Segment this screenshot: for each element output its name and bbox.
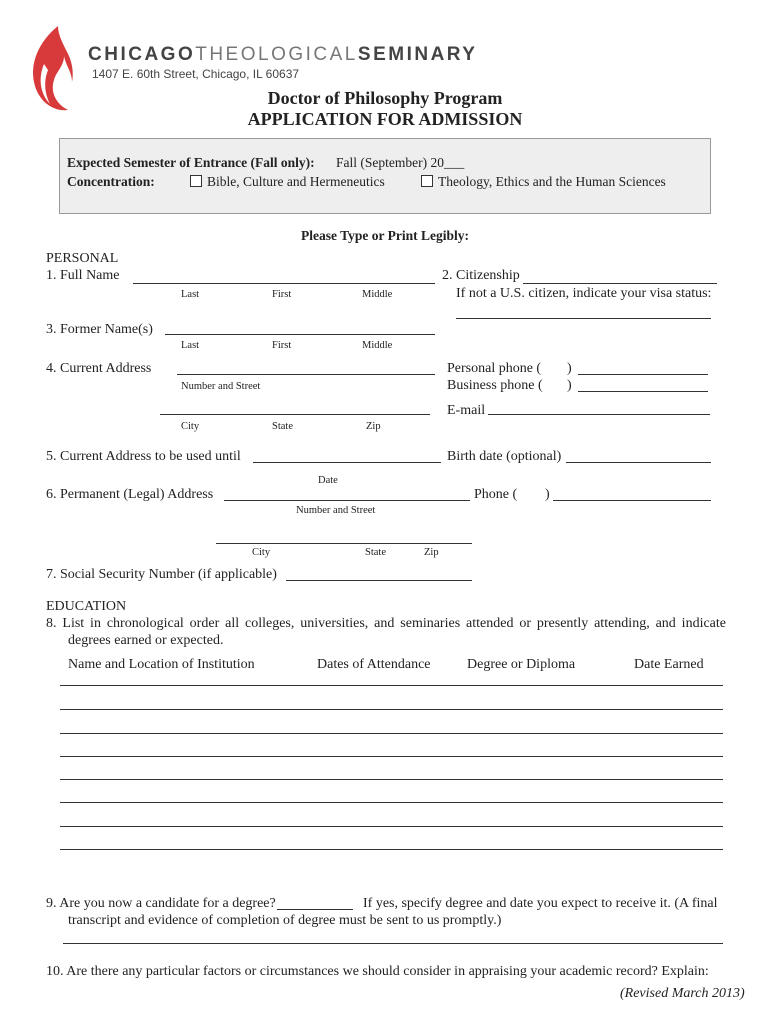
middle-label: Middle	[362, 289, 393, 300]
city-label: City	[181, 421, 200, 432]
middle-label: Middle	[362, 340, 393, 351]
personal-phone-label: Personal phone (	[447, 361, 542, 376]
q6-label: 6. Permanent (Legal) Address	[46, 487, 214, 502]
number-street-label: Number and Street	[181, 381, 261, 392]
former-name-field[interactable]	[165, 334, 435, 335]
program-title: Doctor of Philosophy Program	[267, 88, 503, 108]
candidate-field[interactable]	[277, 909, 353, 910]
phone-paren: )	[545, 487, 550, 502]
phone-label: Phone (	[474, 487, 518, 502]
city-label: City	[252, 547, 271, 558]
education-row-line[interactable]	[60, 733, 723, 734]
state-label: State	[365, 547, 386, 558]
education-row-line[interactable]	[60, 709, 723, 710]
education-row-line[interactable]	[60, 685, 723, 686]
q8-line1: 8. List in chronological order all colleges, universities, and seminaries attended or presently attending, and indicate	[46, 616, 726, 631]
address-until-field[interactable]	[253, 462, 441, 463]
org-name-part2: THEOLOGICAL	[195, 44, 358, 65]
q9-line2: transcript and evidence of completion of degree must be sent to us promptly.)	[68, 913, 502, 928]
semester-value[interactable]: Fall (September) 20___	[336, 155, 465, 170]
org-name	[88, 44, 477, 66]
business-phone-paren: )	[567, 378, 572, 393]
q3-label: 3. Former Name(s)	[46, 322, 153, 337]
education-row-line[interactable]	[60, 802, 723, 803]
birth-date-label: Birth date (optional)	[447, 449, 562, 464]
zip-label: Zip	[424, 547, 439, 558]
email-field[interactable]	[488, 414, 710, 415]
col-dates: Dates of Attendance	[317, 657, 431, 672]
education-row-line[interactable]	[60, 849, 723, 850]
degree-date-field[interactable]	[63, 943, 723, 944]
permanent-address-street-field[interactable]	[224, 500, 470, 501]
zip-label: Zip	[366, 421, 381, 432]
org-name-part1: CHICAGO	[88, 44, 196, 65]
q9-line1b: If yes, specify degree and date you expect to receive it. (A final	[363, 896, 718, 911]
ssn-field[interactable]	[286, 580, 472, 581]
org-address: 1407 E. 60th Street, Chicago, IL 60637	[92, 67, 300, 81]
education-row-line[interactable]	[60, 826, 723, 827]
current-address-city-field[interactable]	[160, 414, 430, 415]
q4-label: 4. Current Address	[46, 361, 152, 376]
col-degree: Degree or Diploma	[467, 657, 576, 672]
q9-line1a: 9. Are you now a candidate for a degree?	[46, 896, 276, 911]
education-row-line[interactable]	[60, 779, 723, 780]
permanent-address-city-field[interactable]	[216, 543, 472, 544]
email-label: E-mail	[447, 403, 486, 418]
q8-line2: degrees earned or expected.	[68, 633, 224, 648]
option-label: Theology, Ethics and the Human Sciences	[438, 174, 666, 189]
q7-label: 7. Social Security Number (if applicable)	[46, 567, 277, 582]
current-address-street-field[interactable]	[177, 374, 435, 375]
q1-label: 1. Full Name	[46, 268, 120, 283]
org-name-part3: SEMINARY	[357, 44, 478, 65]
visa-status-field[interactable]	[456, 318, 711, 319]
checkbox[interactable]	[190, 175, 202, 187]
concentration-option-bible[interactable]	[190, 174, 385, 190]
option-label: Bible, Culture and Hermeneutics	[207, 174, 385, 189]
q10-label: 10. Are there any particular factors or circumstances we should consider in appraising your academic record? Explain:	[46, 964, 709, 979]
business-phone-field[interactable]	[578, 391, 708, 392]
citizenship-field[interactable]	[523, 283, 717, 284]
first-label: First	[272, 289, 292, 300]
last-label: Last	[181, 340, 200, 351]
permanent-phone-field[interactable]	[553, 500, 711, 501]
birth-date-field[interactable]	[566, 462, 711, 463]
col-institution: Name and Location of Institution	[68, 657, 255, 672]
personal-phone-field[interactable]	[578, 374, 708, 375]
personal-phone-paren: )	[567, 361, 572, 376]
concentration-option-theology[interactable]	[421, 174, 666, 190]
education-heading: EDUCATION	[46, 599, 127, 614]
col-date-earned: Date Earned	[634, 657, 704, 672]
number-street-label: Number and Street	[296, 505, 376, 516]
semester-label: Expected Semester of Entrance (Fall only):	[67, 155, 315, 170]
state-label: State	[272, 421, 293, 432]
business-phone-label: Business phone (	[447, 378, 543, 393]
last-label: Last	[181, 289, 200, 300]
visa-label: If not a U.S. citizen, indicate your visa status:	[456, 286, 712, 301]
concentration-label: Concentration:	[67, 174, 155, 189]
education-row-line[interactable]	[60, 756, 723, 757]
instructions: Please Type or Print Legibly:	[301, 228, 469, 243]
revised-note: (Revised March 2013)	[620, 986, 745, 1001]
q2-label: 2. Citizenship	[442, 268, 520, 283]
form-title: APPLICATION FOR ADMISSION	[247, 109, 523, 129]
first-label: First	[272, 340, 292, 351]
personal-heading: PERSONAL	[46, 251, 119, 266]
q5-label: 5. Current Address to be used until	[46, 449, 241, 464]
full-name-field[interactable]	[133, 283, 435, 284]
checkbox[interactable]	[421, 175, 433, 187]
date-label: Date	[318, 475, 338, 486]
